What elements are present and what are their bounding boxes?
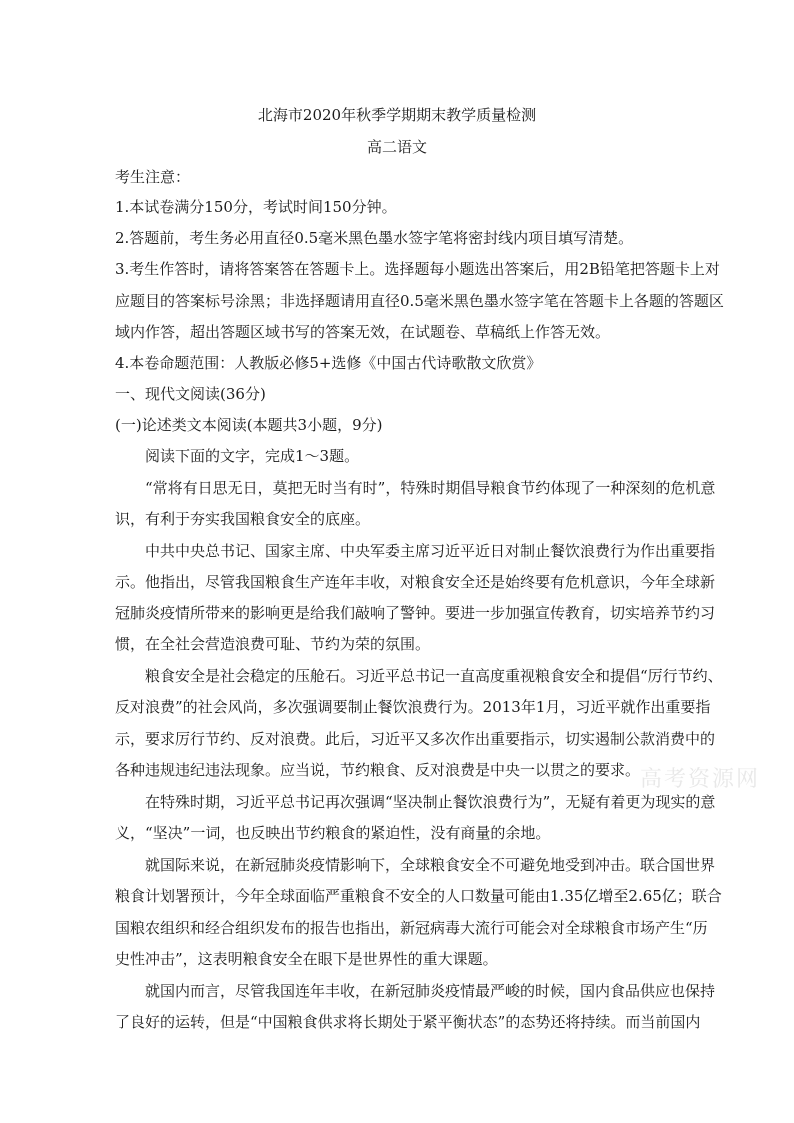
- exam-title: 北海市2020年秋季学期期末教学质量检测: [257, 106, 537, 124]
- passage-line: 惯，在全社会营造浪费可耻、节约为荣的氛围。: [115, 635, 431, 653]
- watermark: 高考资源网: [640, 767, 761, 792]
- notice-item-1: 1.本试卷满分150分，考试时间150分钟。: [115, 198, 397, 216]
- section-heading: 一、现代文阅读(36分): [115, 385, 266, 403]
- passage-line: 义，“坚决”一词，也反映出节约粮食的紧迫性，没有商量的余地。: [115, 824, 551, 842]
- passage-line: 中共中央总书记、国家主席、中央军委主席习近平近日对制止餐饮浪费行为作出重要指: [145, 542, 716, 560]
- passage-line: 冠肺炎疫情所带来的影响更是给我们敲响了警钟。要进一步加强宣传教育，切实培养节约习: [115, 604, 716, 622]
- notice-heading: 考生注意：: [115, 168, 191, 186]
- passage-line: 了良好的运转，但是“中国粮食供求将长期处于紧平衡状态”的态势还将持续。而当前国内: [115, 1013, 701, 1031]
- passage-line: 示。他指出，尽管我国粮食生产连年丰收，对粮食安全还是始终要有危机意识，今年全球新: [115, 573, 716, 591]
- passage-line: 就国内而言，尽管我国连年丰收，在新冠肺炎疫情最严峻的时候，国内食品供应也保持: [145, 982, 716, 1000]
- passage-line: “常将有日思无日，莫把无时当有时”，特殊时期倡导粮食节约体现了一种深刻的危机意: [145, 479, 716, 497]
- passage-line: 粮食计划署预计，今年全球面临严重粮食不安全的人口数量可能由1.35亿增至2.65亿；联合: [115, 887, 722, 905]
- exam-subject: 高二语文: [366, 138, 427, 156]
- notice-item-3-line-1: 3.考生作答时，请将答案答在答题卡上。选择题每小题选出答案后，用2B铅笔把答题卡上对: [115, 260, 720, 278]
- passage-line: 反对浪费”的社会风尚，多次强调要制止餐饮浪费行为。2013年1月，习近平就作出重要指: [115, 698, 711, 716]
- passage-line: 国粮农组织和经合组织发布的报告也指出，新冠病毒大流行可能会对全球粮食市场产生“历: [115, 919, 708, 937]
- passage-line: 史性冲击”，这表明粮食安全在眼下是世界性的重大课题。: [115, 950, 498, 968]
- passage-line: 粮食安全是社会稳定的压舱石。习近平总书记一直高度重视粮食安全和提倡“厉行节约、: [145, 667, 723, 685]
- reading-instruction: 阅读下面的文字，完成1～3题。: [145, 447, 360, 465]
- passage-line: 各种违规违纪违法现象。应当说，节约粮食、反对浪费是中央一以贯之的要求。: [115, 761, 641, 779]
- notice-item-4: 4.本卷命题范围：人教版必修5+选修《中国古代诗歌散文欣赏》: [115, 354, 542, 372]
- notice-item-3-line-2: 应题目的答案标号涂黑；非选择题请用直径0.5毫米黑色墨水签字笔在答题卡上各题的答题区: [115, 292, 724, 310]
- notice-item-2: 2.答题前，考生务必用直径0.5毫米黑色墨水签字笔将密封线内项目填写清楚。: [115, 229, 634, 247]
- notice-item-3-line-3: 域内作答，超出答题区域书写的答案无效，在试题卷、草稿纸上作答无效。: [115, 323, 611, 341]
- passage-line: 示，要求厉行节约、反对浪费。此后，习近平又多次作出重要指示，切实遏制公款消费中的: [115, 730, 716, 748]
- passage-line: 就国际来说，在新冠肺炎疫情影响下，全球粮食安全不可避免地受到冲击。联合国世界: [145, 856, 716, 874]
- passage-line: 在特殊时期，习近平总书记再次强调“坚决制止餐饮浪费行为”，无疑有着更为现实的意: [145, 793, 716, 811]
- subsection-heading: (一)论述类文本阅读(本题共3小题，9分): [115, 416, 383, 434]
- passage-line: 识，有利于夯实我国粮食安全的底座。: [115, 510, 371, 528]
